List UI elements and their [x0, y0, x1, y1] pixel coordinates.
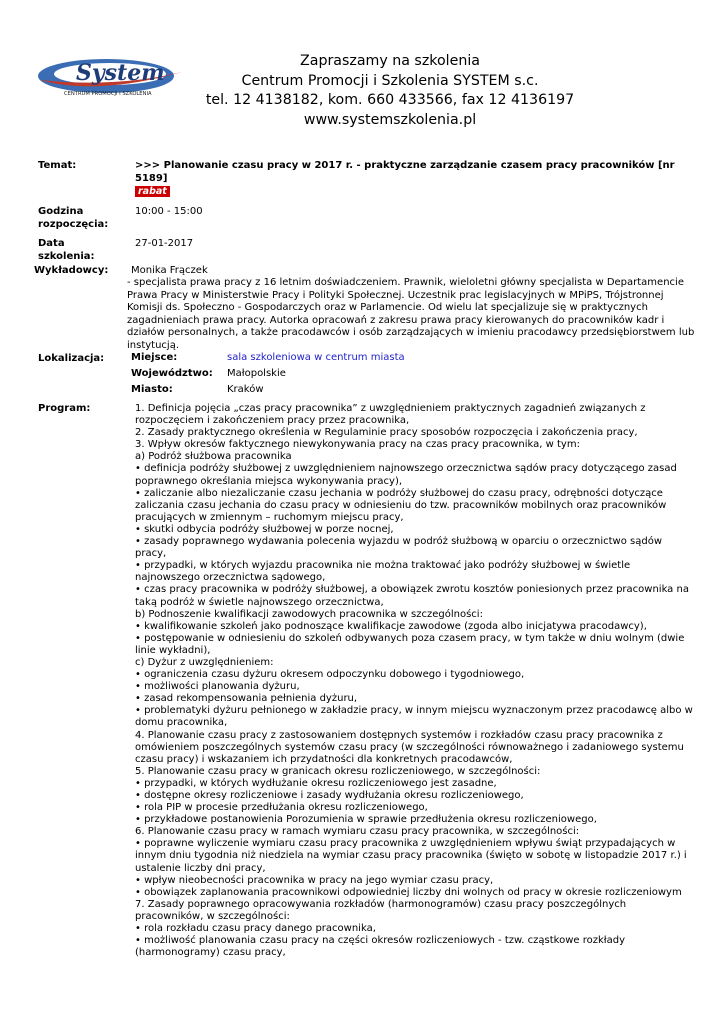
program-item: • rola PIP w procesie przedłużania okresu rozliczeniowego, [135, 802, 428, 814]
program-item: • czas pracy pracownika w podróży służbowej, a obowiązek zwrotu kosztów poniesionych przez pracownika na taką podróż w świetle najnowszego orzecznictwa, [135, 584, 689, 608]
label-godzina [38, 206, 108, 231]
program-item: • postępowanie w odniesieniu do szkoleń odbywanych poza czasem pracy, w tym także w dniu wolnym (dwie linie wykładni), [135, 632, 685, 656]
program-item: 4. Planowanie czasu pracy z zastosowaniem dostępnych systemów i rozkładów czasu pracy pracownika z omówieniem poszczególnych systemów czasu pracy (w szczególności równoważnego i zadaniowego systemu czasu pracy) i wskazaniem ich przydatności dla konkretnych pracodawców, [135, 729, 684, 765]
header-company: Centrum Promocji i Szkolenia SYSTEM s.c. [241, 72, 539, 89]
label-miasto: Miasto: [131, 384, 173, 395]
label-data-line2: szkolenia: [38, 250, 95, 262]
label-godzina-line1: Godzina [38, 206, 84, 217]
program-item: • dostępne okresy rozliczeniowe i zasady wydłużania okresu rozliczeniowego, [135, 790, 524, 801]
header-phones: tel. 12 4138182, kom. 660 433566, fax 12 4136197 [205, 92, 575, 109]
program-item: • problematyki dyżuru pełnionego w zakładzie pracy, w innym miejscu wyznaczonym przez pracodawcę albo w domu pracownika, [135, 705, 693, 729]
program-item: • przypadki, w których wyjazdu pracownika nie można traktować jako podróży służbowej w świetle najnowszego orzecznictwa sądowego, [135, 560, 631, 584]
program-item: • możliwość planowania czasu pracy na części okresów rozliczeniowych - tzw. cząstkowe rozkłady (harmonogramy) czasu pracy, [135, 935, 625, 959]
header-contact [185, 52, 595, 130]
label-data [38, 238, 95, 263]
training-date: 27-01-2017 [135, 238, 194, 249]
header-website[interactable]: www.systemszkolenia.pl [303, 111, 477, 128]
program-item: • zasad rekompensowania pełnienia dyżuru, [135, 693, 358, 705]
start-time: 10:00 - 15:00 [135, 206, 203, 217]
lecturer-bio: - specjalista prawa pracy z 16 letnim doświadczeniem. Prawnik, wieloletni główny specjalista w Departamencie Prawa Pracy w Ministerstwie Pracy i Polityki Społecznej. Uczestnik prac legislacyjnych w MPiPS, Trójstronnej Komisji ds. Społeczno - Gospodarczych oraz w Parlamencie. Od wielu lat specjalizuje się w praktycznych zagadnieniach prawa pracy. Autorka opracowań z zakresu prawa pracy kierowanych do pracowników kadr i działów personalnych, a także pracodawców i osób zarządzających w imieniu pracodawcy przedsiębiorstwem lub instytucją. [127, 277, 695, 351]
logo-tagline: CENTRUM PROMOCJI I SZKOLENIA [64, 91, 152, 97]
program-item: • możliwości planowania dyżuru, [135, 681, 300, 693]
program-item: • zasady poprawnego wydawania polecenia wyjazdu w podróż służbową w oparciu o orzecznictwo sądów pracy, [135, 536, 662, 560]
training-topic [135, 160, 690, 199]
program-item: • definicja podróży służbowej z uwzględnieniem najnowszego orzecznictwa sądów pracy dotyczącego zasad poprawnego określania miejsca wykonywania pracy), [135, 463, 677, 487]
program-item: • zaliczanie albo niezaliczanie czasu jechania w podróży służbowej do czasu pracy, odrębności dotyczące zaliczania czasu jechania do czasu pracy w odniesieniu do tzw. pracowników mobilnych oraz pracowników pracujących w zmiennym – ruchomym miejscu pracy, [135, 487, 667, 523]
header-invite: Zapraszamy na szkolenia [300, 53, 480, 69]
program-item: • obowiązek zaplanowania pracownikowi odpowiedniej liczby dni wolnych od pracy w okresie rozliczeniowym [135, 886, 682, 898]
city-value: Kraków [227, 384, 264, 395]
program-item: c) Dyżur z uwzględnieniem: [135, 656, 274, 668]
program-list [135, 403, 695, 959]
system-logo [36, 50, 186, 102]
label-wykladowcy: Wykładowcy: [34, 265, 109, 276]
program-item: a) Podróż służbowa pracownika [135, 451, 292, 463]
program-item: • rola rozkładu czasu pracy danego pracownika, [135, 923, 376, 935]
program-item: b) Podnoszenie kwalifikacji zawodowych pracownika w szczególności: [135, 608, 483, 620]
label-lokalizacja: Lokalizacja: [38, 353, 105, 364]
program-item: 6. Planowanie czasu pracy w ramach wymiaru czasu pracy pracownika, w szczególności: [135, 826, 580, 838]
label-miejsce: Miejsce: [131, 352, 178, 363]
program-item: • skutki odbycia podróży służbowej w porze nocnej, [135, 523, 394, 535]
label-program: Program: [38, 403, 91, 414]
program-item: 2. Zasady praktycznego określenia w Regulaminie pracy sposobów rozpoczęcia i zakończenia pracy, [135, 427, 638, 439]
discount-badge: rabat [135, 186, 170, 197]
venue-link[interactable]: sala szkoleniowa w centrum miasta [227, 352, 405, 363]
lecturer-name: Monika Frączek [131, 265, 208, 276]
topic-title[interactable]: >>> Planowanie czasu pracy w 2017 r. - praktyczne zarządzanie czasem pracy pracowników [nr 5189] [135, 160, 675, 184]
program-item: 1. Definicja pojęcia „czas pracy pracownika” z uwzględnieniem praktycznych zagadnień związanych z rozpoczęciem i zakończeniem pracy przez pracownika, [135, 403, 646, 427]
logo-wordmark: System [76, 60, 165, 86]
program-item: 3. Wpływ okresów faktycznego niewykonywania pracy na czas pracy pracownika, w tym: [135, 439, 580, 451]
label-wojewodztwo: Województwo: [131, 368, 213, 379]
program-item: 7. Zasady poprawnego opracowywania rozkładów (harmonogramów) czasu pracy poszczególnych pracowników, w szczególności: [135, 898, 627, 922]
program-item: • przypadki, w których wydłużanie okresu rozliczeniowego jest zasadne, [135, 777, 497, 789]
program-item: • ograniczenia czasu dyżuru okresem odpoczynku dobowego i tygodniowego, [135, 669, 525, 681]
label-data-line1: Data [38, 238, 65, 249]
program-item: • poprawne wyliczenie wymiaru czasu pracy pracownika z uwzględnieniem wpływu świąt przypadających w innym dniu tygodnia niż niedziela na wymiar czasu pracy pracownika (święto w sobotę w listopadzie 2017 r.) i ustalenie liczby dni pracy, [135, 838, 687, 874]
label-temat: Temat: [38, 160, 77, 171]
program-item: • przykładowe postanowienia Porozumienia w sprawie przedłużenia okresu rozliczeniowego, [135, 814, 597, 826]
voivodeship-value: Małopolskie [227, 368, 286, 379]
program-item: 5. Planowanie czasu pracy w granicach okresu rozliczeniowego, w szczególności: [135, 765, 541, 777]
program-item: • wpływ nieobecności pracownika w pracy na jego wymiar czasu pracy, [135, 874, 494, 886]
label-godzina-line2: rozpoczęcia: [38, 218, 109, 230]
program-item: • kwalifikowanie szkoleń jako podnoszące kwalifikacje zawodowe (zgoda albo inicjatywa pracodawcy), [135, 620, 647, 632]
